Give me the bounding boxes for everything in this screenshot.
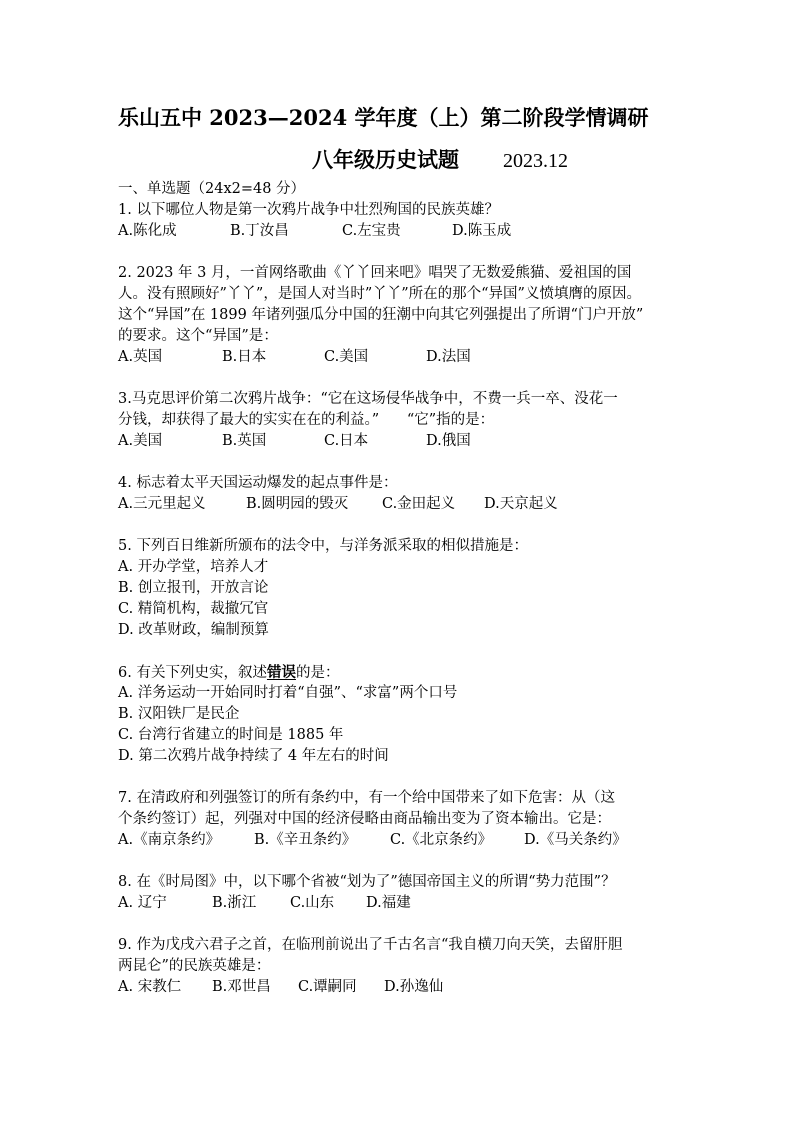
question-text: 个条约签订）起，列强对中国的经济侵略由商品输出变为了资本输出。它是：	[118, 811, 611, 827]
exam-subtitle	[312, 144, 568, 174]
option-a: A.美国	[118, 433, 163, 449]
question-7	[118, 788, 684, 851]
option-d: D. 第二次鸦片战争持续了 4 年左右的时间	[118, 748, 389, 764]
question-text: 8. 在《时局图》中，以下哪个省被“划为了”德国帝国主义的所谓“势力范围”？	[118, 874, 616, 890]
question-text-suffix: 的是：	[295, 665, 340, 681]
option-b: B.日本	[222, 349, 267, 365]
question-text: 的要求。这个“异国”是：	[118, 328, 278, 344]
options-row	[118, 221, 684, 242]
options-row	[118, 431, 684, 452]
option-a: A.英国	[118, 349, 163, 365]
question-9	[118, 935, 684, 998]
question-3	[118, 389, 684, 452]
options-row	[118, 494, 684, 515]
option-b: B. 汉阳铁厂是民企	[118, 706, 240, 722]
option-c: C.日本	[324, 433, 369, 449]
option-d: D.法国	[426, 349, 471, 365]
subject-title: 八年级历史试题	[312, 147, 459, 172]
option-b: B.丁汝昌	[230, 223, 289, 239]
exam-title: 乐山五中 2023—2024 学年度（上）第二阶段学情调研	[118, 105, 649, 130]
option-b: B.英国	[222, 433, 267, 449]
question-text	[118, 662, 684, 683]
question-5	[118, 536, 684, 641]
option-a: A. 洋务运动一开始同时打着“自强”、“求富”两个口号	[118, 685, 458, 701]
option-b: B.邓世昌	[212, 979, 271, 995]
option-a: A. 辽宁	[118, 895, 167, 911]
question-text: 9. 作为戊戌六君子之首，在临刑前说出了千古名言“我自横刀向天笑，去留肝胆	[118, 937, 623, 953]
question-6	[118, 662, 684, 767]
option-d: D. 改革财政，编制预算	[118, 622, 269, 638]
question-8	[118, 872, 684, 914]
question-text: 1. 以下哪位人物是第一次鸦片战争中壮烈殉国的民族英雄？	[118, 202, 499, 218]
question-1	[118, 200, 684, 242]
option-b: B.圆明园的毁灭	[246, 496, 349, 512]
option-c: C.谭嗣同	[298, 979, 357, 995]
question-2	[118, 263, 684, 368]
question-text: 两昆仑”的民族英雄是：	[118, 958, 271, 974]
section-heading: 一、单选题（24x2=48 分）	[118, 181, 306, 197]
question-text-prefix: 6. 有关下列史实，叙述	[118, 665, 267, 681]
option-c: C.左宝贵	[342, 223, 401, 239]
options-row	[118, 977, 684, 998]
question-text: 人。没有照顾好”丫丫”，是国人对当时”丫丫”所在的那个“异国”义愤填膺的原因。	[118, 286, 641, 302]
question-text: 4. 标志着太平天国运动爆发的起点事件是：	[118, 475, 398, 491]
option-a: A.《南京条约》	[118, 832, 221, 848]
option-d: D.俄国	[426, 433, 471, 449]
option-d: D.孙逸仙	[384, 979, 444, 995]
options-row	[118, 893, 684, 914]
option-d: D.天京起义	[484, 496, 558, 512]
option-d: D.福建	[366, 895, 411, 911]
exam-date: 2023.12	[503, 150, 568, 172]
options-row	[118, 347, 684, 368]
option-d: D.陈玉成	[452, 223, 512, 239]
question-text: 7. 在清政府和列强签订的所有条约中，有一个给中国带来了如下危害：从（这	[118, 790, 615, 806]
question-4	[118, 473, 684, 515]
option-d: D.《马关条约》	[524, 832, 627, 848]
question-text: 5. 下列百日维新所颁布的法令中，与洋务派采取的相似措施是：	[118, 538, 528, 554]
question-text: 这个“异国”在 1899 年诸列强瓜分中国的狂潮中向其它列强提出了所谓“门户开放”	[118, 307, 644, 323]
option-b: B.《辛丑条约》	[254, 832, 357, 848]
option-b: B.浙江	[212, 895, 257, 911]
option-c: C. 台湾行省建立的时间是 1885 年	[118, 727, 344, 743]
option-c: C.《北京条约》	[390, 832, 493, 848]
emphasis-word: 错误	[266, 664, 296, 681]
option-a: A. 开办学堂，培养人才	[118, 559, 269, 575]
question-text: 分钱，却获得了最大的实实在在的利益。” “它”指的是：	[118, 412, 495, 428]
option-c: C.美国	[324, 349, 369, 365]
option-a: A.三元里起义	[118, 496, 206, 512]
option-b: B. 创立报刊，开放言论	[118, 580, 269, 596]
option-c: C.金田起义	[382, 496, 456, 512]
option-a: A. 宋教仁	[118, 979, 182, 995]
option-c: C. 精简机构，裁撤冗官	[118, 601, 269, 617]
question-text: 3.马克思评价第二次鸦片战争：“它在这场侵华战争中，不费一兵一卒、没花一	[118, 391, 618, 407]
exam-body	[118, 179, 684, 998]
option-c: C.山东	[290, 895, 335, 911]
question-text: 2. 2023 年 3 月，一首网络歌曲《丫丫回来吧》唱哭了无数爱熊猫、爱祖国的国	[118, 265, 632, 281]
options-row	[118, 830, 684, 851]
option-a: A.陈化成	[118, 223, 177, 239]
